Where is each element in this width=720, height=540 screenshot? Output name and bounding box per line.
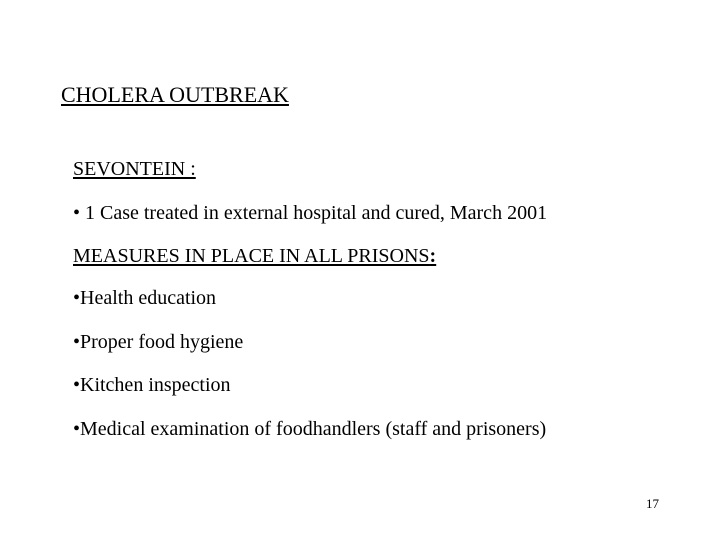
measures-heading-text: MEASURES IN PLACE IN ALL PRISONS [73,245,430,267]
section-label: SEVONTEIN : [73,158,196,180]
measure-item: •Kitchen inspection [73,374,231,396]
case-bullet: • 1 Case treated in external hospital and cured, March 2001 [73,202,548,224]
measure-item: •Proper food hygiene [73,331,244,353]
measures-heading [73,244,436,268]
measures-heading-colon: : [429,245,437,267]
measure-item: •Medical examination of foodhandlers (staff and prisoners) [73,418,547,440]
page-number: 17 [646,496,659,511]
slide-title: CHOLERA OUTBREAK [61,82,289,107]
measure-item: •Health education [73,287,217,309]
